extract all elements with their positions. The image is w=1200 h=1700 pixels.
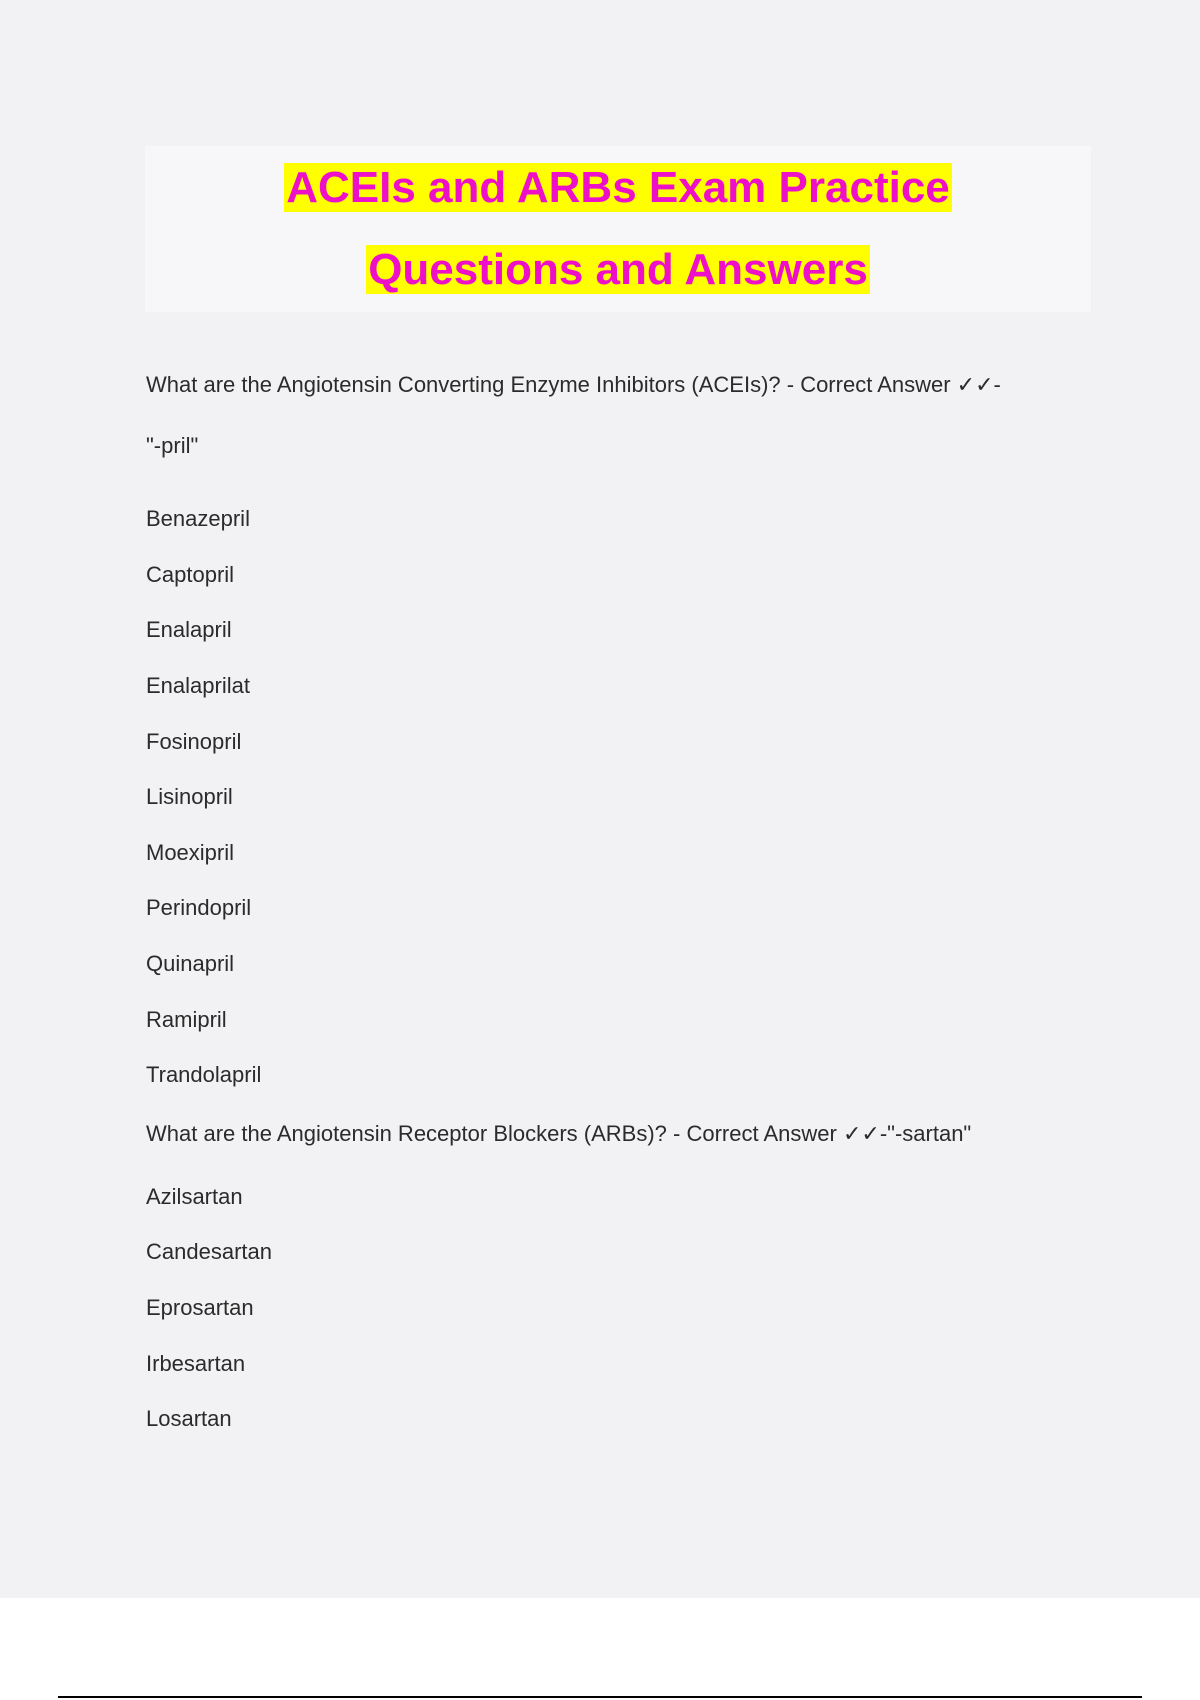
list-item: Quinapril — [146, 951, 235, 976]
list-item: Fosinopril — [146, 729, 242, 754]
list-item: Azilsartan — [146, 1184, 243, 1209]
list-item: Captopril — [146, 562, 235, 587]
footer-divider — [58, 1696, 1142, 1698]
title-line-2-text: Questions and Answers — [368, 245, 868, 294]
list-item: Benazepril — [146, 506, 250, 531]
answer-aceis-continued: "-pril" — [146, 433, 199, 458]
title-line-1-text: ACEIs and ARBs Exam Practice — [286, 163, 950, 212]
question-arbs: What are the Angiotensin Receptor Blockers (ARBs)? - Correct Answer ✓✓-"-sartan" — [146, 1121, 972, 1146]
title-line-1 — [145, 146, 1091, 229]
list-item: Moexipril — [146, 840, 235, 865]
list-item: Eprosartan — [146, 1295, 254, 1320]
list-item: Candesartan — [146, 1239, 272, 1264]
list-item: Lisinopril — [146, 784, 233, 809]
list-item: Ramipril — [146, 1007, 227, 1032]
list-item: Trandolapril — [146, 1062, 262, 1087]
title-line-2 — [145, 229, 1091, 311]
list-item: Irbesartan — [146, 1351, 246, 1376]
list-item: Losartan — [146, 1406, 232, 1431]
list-item: Perindopril — [146, 895, 252, 920]
list-item: Enalaprilat — [146, 673, 250, 698]
list-item: Enalapril — [146, 617, 232, 642]
question-aceis: What are the Angiotensin Converting Enzyme Inhibitors (ACEIs)? - Correct Answer ✓✓- — [146, 372, 1001, 397]
title-block — [145, 146, 1091, 312]
